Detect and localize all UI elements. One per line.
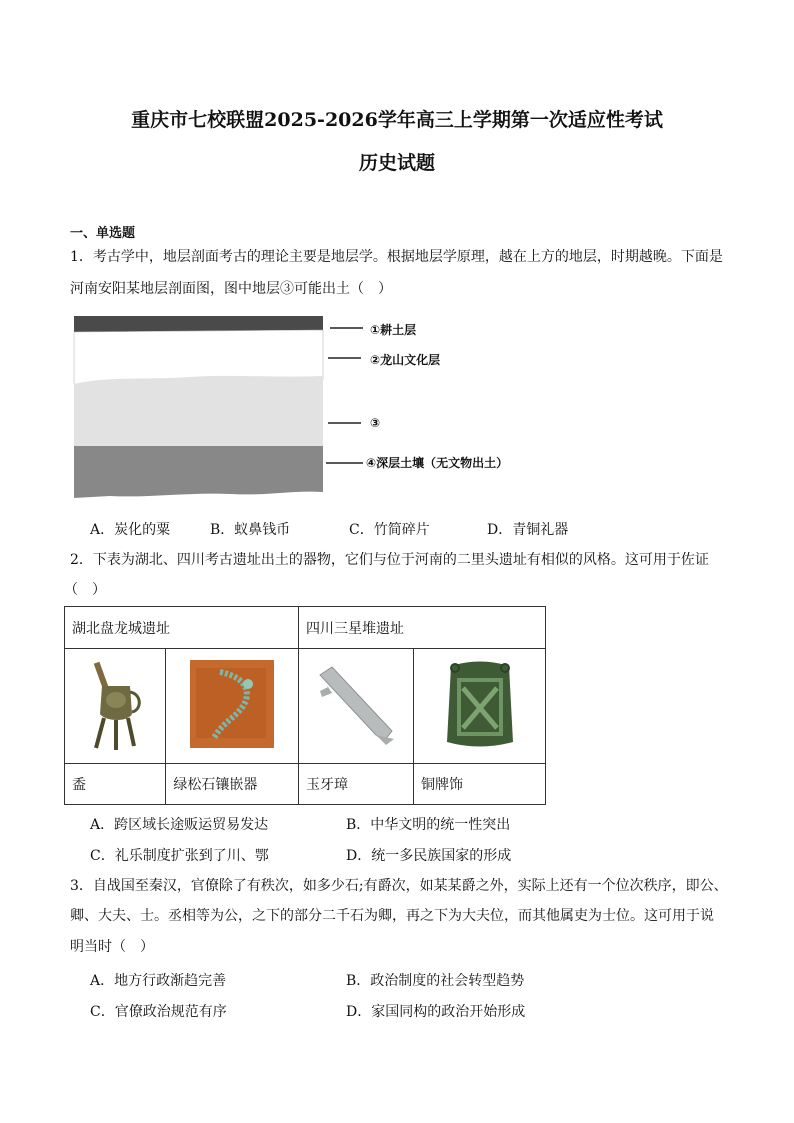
q1-option-d[interactable]: D．青铜礼器	[487, 522, 569, 538]
table-item-turquoise: 绿松石镶嵌器	[166, 764, 299, 805]
table-header-hubei: 湖北盘龙城遗址	[65, 607, 299, 649]
q2-stem-line2: （ ）	[64, 582, 106, 598]
image-cell-turquoise	[166, 649, 299, 764]
table-item-he: 盉	[65, 764, 166, 805]
q3-option-d[interactable]: D．家国同构的政治开始形成	[346, 1004, 526, 1020]
q1-option-a[interactable]: A．炭化的粟	[90, 522, 171, 538]
q2-option-b[interactable]: B．中华文明的统一性突出	[346, 817, 511, 833]
table-item-bronze-plaque: 铜牌饰	[414, 764, 546, 805]
bronze-plaque-icon	[441, 658, 519, 750]
q2-option-d[interactable]: D．统一多民族国家的形成	[346, 848, 512, 864]
q1-stem-line2: 河南安阳某地层剖面图，图中地层③可能出土（ ）	[70, 281, 392, 297]
stratum-4-deep-soil	[74, 446, 323, 498]
q3-option-c[interactable]: C．官僚政治规范有序	[90, 1004, 227, 1020]
bronze-he-vessel-icon	[84, 656, 146, 752]
exam-title: 重庆市七校联盟2025-2026学年高三上学期第一次适应性考试	[131, 109, 663, 131]
q2-stem-line1: 2．下表为湖北、四川考古遗址出土的器物，它们与位于河南的二里头遗址有相似的风格。这可用于佐证	[70, 552, 709, 568]
q3-stem-line3: 明当时（ ）	[70, 939, 154, 955]
stratum-label-4: ④深层土壤（无文物出土）	[366, 456, 509, 470]
q3-stem-line2: 卿、大夫、士。丞相等为公，之下的部分二千石为卿，再之下为大夫位，而其他属吏为士位。这可用于说	[70, 908, 714, 924]
q1-option-c[interactable]: C．竹简碎片	[349, 522, 430, 538]
stratum-label-3: ③	[370, 416, 381, 430]
q2-option-a[interactable]: A．跨区域长途贩运贸易发达	[90, 817, 269, 833]
artifact-table	[64, 606, 546, 805]
exam-subtitle: 历史试题	[358, 152, 435, 174]
q3-stem-line1: 3．自战国至秦汉，官僚除了有秩次，如多少石;有爵次，如某某爵之外，实际上还有一个位次秩序，即公、	[70, 878, 728, 894]
q3-option-a[interactable]: A．地方行政渐趋完善	[90, 973, 227, 989]
stratum-2-longshan	[74, 330, 323, 384]
q3-option-b[interactable]: B．政治制度的社会转型趋势	[346, 973, 525, 989]
turquoise-inlay-icon	[190, 660, 274, 748]
image-cell-he	[65, 649, 166, 764]
image-cell-jade-zhang	[299, 649, 414, 764]
q1-stem-line1: 1．考古学中，地层剖面考古的理论主要是地层学。根据地层学原理，越在上方的地层，时期越晚。下面是	[70, 249, 723, 265]
table-header-sichuan: 四川三星堆遗址	[299, 607, 546, 649]
table-item-jade-zhang: 玉牙璋	[299, 764, 414, 805]
strata-diagram	[70, 312, 540, 504]
jade-zhang-icon	[314, 661, 398, 747]
stratum-1-topsoil	[74, 316, 323, 332]
q1-option-b[interactable]: B．蚁鼻钱币	[210, 522, 291, 538]
stratum-label-2: ②龙山文化层	[370, 353, 441, 367]
section-heading: 一、单选题	[70, 226, 136, 241]
q2-option-c[interactable]: C．礼乐制度扩张到了川、鄂	[90, 848, 269, 864]
stratum-3	[74, 376, 323, 446]
image-cell-bronze-plaque	[414, 649, 546, 764]
stratum-label-1: ①耕土层	[370, 323, 417, 337]
